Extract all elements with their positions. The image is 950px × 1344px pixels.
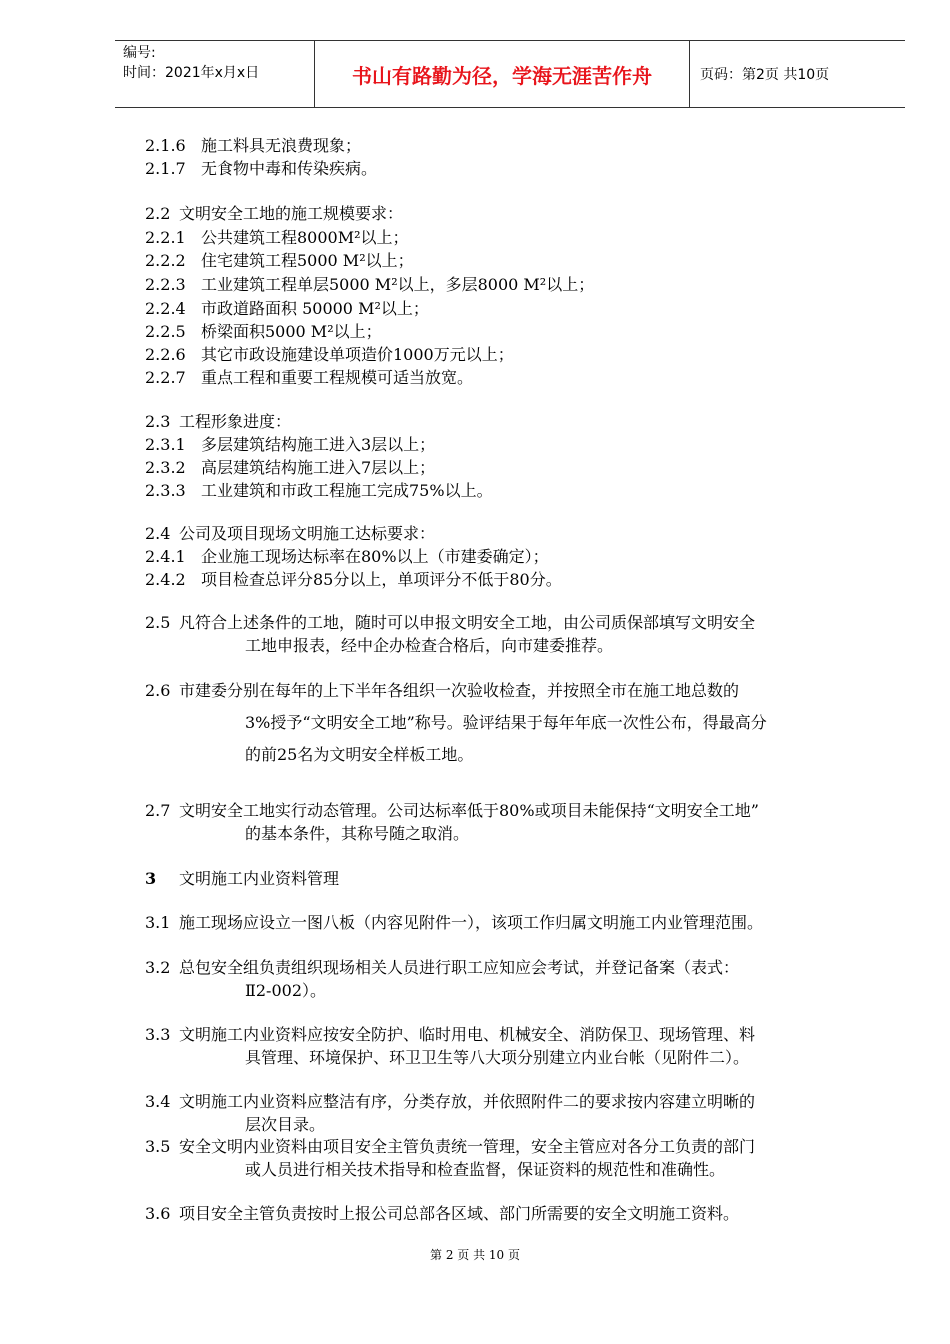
chapter-heading: 3 文明施工内业资料管理 bbox=[145, 869, 340, 888]
paragraph: 3.5 安全文明内业资料由项目安全主管负责统一管理，安全主管应对各分工负责的部门 bbox=[145, 1137, 756, 1156]
list-item: 2.4.1 企业施工现场达标率在80%以上（市建委确定）； bbox=[145, 547, 549, 566]
list-item: 2.2.5 桥梁面积5000 M²以上； bbox=[145, 322, 382, 341]
header-table bbox=[115, 40, 905, 108]
paragraph-continuation: 层次目录。 bbox=[245, 1115, 326, 1134]
paragraph: 2.5 凡符合上述条件的工地，随时可以申报文明安全工地，由公司质保部填写文明安全 bbox=[145, 613, 756, 632]
section-heading: 2.2 文明安全工地的施工规模要求： bbox=[145, 204, 404, 223]
list-item: 2.2.7 重点工程和重要工程规模可适当放宽。 bbox=[145, 368, 474, 387]
list-item: 2.2.4 市政道路面积 50000 M²以上； bbox=[145, 299, 429, 318]
paragraph-continuation: 具管理、环境保护、环卫卫生等八大项分别建立内业台帐（见附件二）。 bbox=[245, 1048, 750, 1067]
paragraph-continuation: 工地申报表，经中企办检查合格后，向市建委推荐。 bbox=[245, 636, 614, 655]
list-item: 2.4.2 项目检查总评分85分以上，单项评分不低于80分。 bbox=[145, 570, 562, 589]
paragraph: 2.7 文明安全工地实行动态管理。公司达标率低于80%或项目未能保持“文明安全工地” bbox=[145, 801, 759, 820]
list-item: 2.3.1 多层建筑结构施工进入3层以上； bbox=[145, 435, 436, 454]
list-item: 2.2.6 其它市政设施建设单项造价1000万元以上； bbox=[145, 345, 514, 364]
paragraph-continuation: Ⅱ2-002）。 bbox=[245, 981, 327, 1000]
paragraph: 3.4 文明施工内业资料应整洁有序，分类存放，并依照附件二的要求按内容建立明晰的 bbox=[145, 1092, 756, 1111]
section-heading: 2.4 公司及项目现场文明施工达标要求： bbox=[145, 524, 436, 543]
list-item: 2.3.2 高层建筑结构施工进入7层以上； bbox=[145, 458, 436, 477]
paragraph: 3.1 施工现场应设立一图八板（内容见附件一），该项工作归属文明施工内业管理范围。 bbox=[145, 913, 764, 932]
paragraph-continuation: 3%授予“文明安全工地”称号。验评结果于每年年底一次性公布，得最高分 bbox=[245, 713, 767, 732]
time-label: 时间：2021年x月x日 bbox=[123, 65, 260, 81]
list-item: 2.1.7 无食物中毒和传染疾病。 bbox=[145, 159, 378, 178]
paragraph: 3.2 总包安全组负责组织现场相关人员进行职工应知应会考试，并登记备案（表式： bbox=[145, 958, 740, 977]
list-item: 2.2.2 住宅建筑工程5000 M²以上； bbox=[145, 251, 414, 270]
list-item: 2.1.6 施工料具无浪费现象； bbox=[145, 136, 362, 155]
list-item: 2.3.3 工业建筑和市政工程施工完成75%以上。 bbox=[145, 481, 493, 500]
list-item: 2.2.3 工业建筑工程单层5000 M²以上，多层8000 M²以上； bbox=[145, 275, 595, 294]
paragraph-continuation: 的前25名为文明安全样板工地。 bbox=[245, 745, 474, 764]
header-left-cell bbox=[115, 41, 315, 107]
paragraph: 3.6 项目安全主管负责按时上报公司总部各区域、部门所需要的安全文明施工资料。 bbox=[145, 1204, 740, 1223]
page-footer: 第 2 页 共 10 页 bbox=[430, 1248, 520, 1262]
paragraph: 2.6 市建委分别在每年的上下半年各组织一次验收检查，并按照全市在施工地总数的 bbox=[145, 681, 740, 700]
page-label: 页码：第2页 共10页 bbox=[700, 67, 830, 83]
paragraph-continuation: 或人员进行相关技术指导和检查监督，保证资料的规范性和准确性。 bbox=[245, 1160, 726, 1179]
paragraph-continuation: 的基本条件，其称号随之取消。 bbox=[245, 824, 470, 843]
motto: 书山有路勤为径，学海无涯苦作舟 bbox=[315, 41, 690, 107]
code-label: 编号: bbox=[123, 45, 156, 61]
paragraph: 3.3 文明施工内业资料应按安全防护、临时用电、机械安全、消防保卫、现场管理、料 bbox=[145, 1025, 756, 1044]
section-heading: 2.3 工程形象进度： bbox=[145, 412, 292, 431]
list-item: 2.2.1 公共建筑工程8000M²以上； bbox=[145, 228, 409, 247]
